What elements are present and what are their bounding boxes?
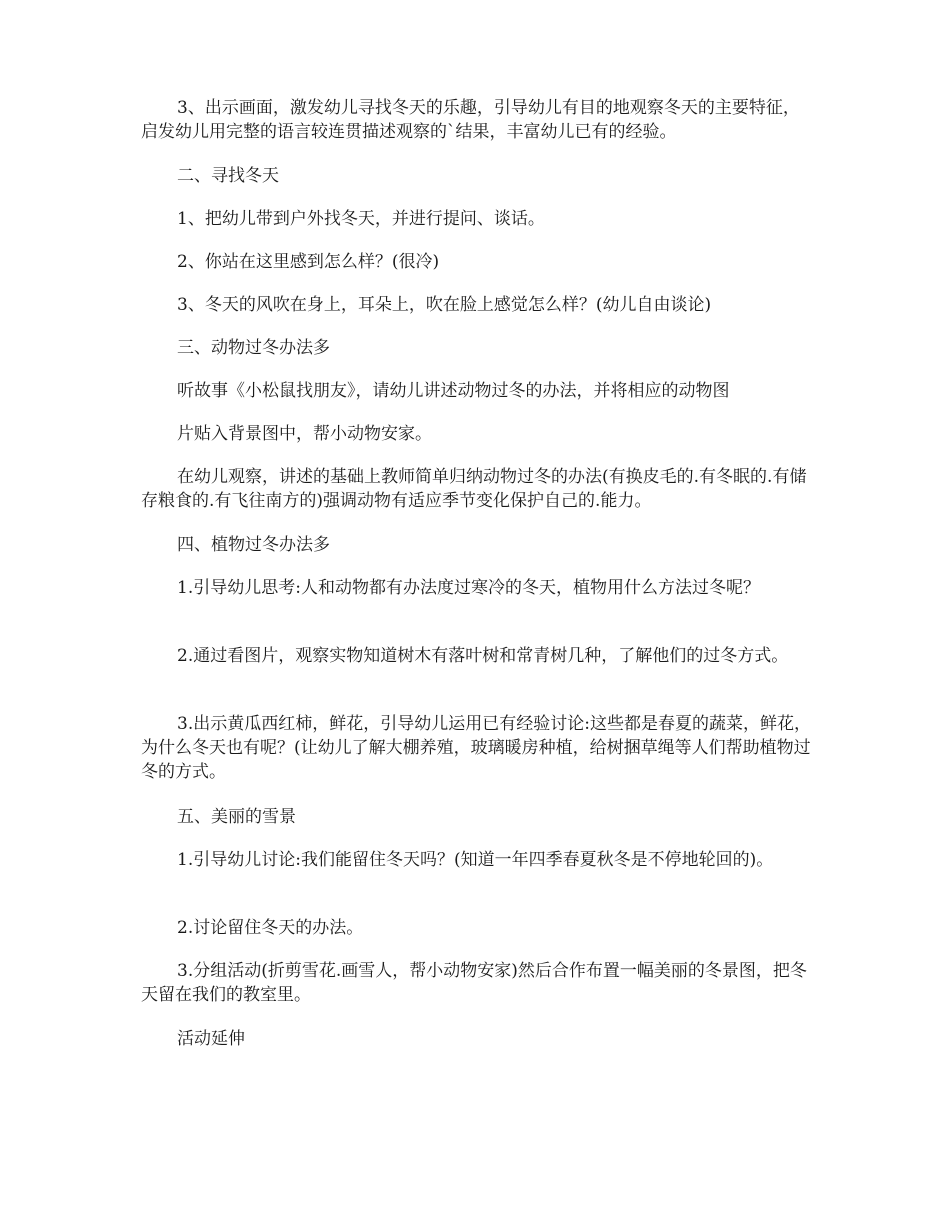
paragraph-snow-1: 1.引导幼儿讨论:我们能留住冬天吗？(知道一年四季春夏秋冬是不停地轮回的)。 — [177, 850, 774, 870]
heading-plants: 四、植物过冬办法多 — [177, 535, 330, 555]
paragraph-plants-2: 2.通过看图片，观察实物知道树木有落叶树和常青树几种，了解他们的过冬方式。 — [177, 646, 789, 666]
paragraph-plants-3: 3.出示黄瓜西红柿，鲜花，引导幼儿运用已有经验讨论:这些都是春夏的蔬菜，鲜花，为什么冬天也有呢？(让幼儿了解大棚养殖，玻璃暖房种植，给树捆草绳等人们帮助植物过冬的方式。 — [141, 714, 811, 782]
heading-find-winter: 二、寻找冬天 — [177, 166, 279, 186]
paragraph-outdoor: 1、把幼儿带到户外找冬天，并进行提问、谈话。 — [177, 209, 545, 229]
paragraph-plants-1: 1.引导幼儿思考:人和动物都有办法度过寒冷的冬天，植物用什么方法过冬呢？ — [177, 578, 760, 598]
paragraph-story: 听故事《小松鼠找朋友》，请幼儿讲述动物过冬的办法，并将相应的动物图 — [177, 381, 730, 401]
paragraph-wind: 3、冬天的风吹在身上，耳朵上，吹在脸上感觉怎么样？(幼儿自由谈论) — [177, 295, 712, 315]
heading-extension: 活动延伸 — [177, 1029, 245, 1049]
paragraph-story-cont: 片贴入背景图中，帮小动物安家。 — [177, 424, 432, 444]
paragraph-how-feel: 2、你站在这里感到怎么样？(很冷) — [177, 252, 440, 272]
heading-animals: 三、动物过冬办法多 — [177, 338, 330, 358]
heading-snow: 五、美丽的雪景 — [177, 807, 296, 827]
paragraph-snow-3: 3.分组活动(折剪雪花.画雪人，帮小动物安家)然后合作布置一幅美丽的冬景图，把冬天留在我们的教室里。 — [141, 961, 807, 1005]
paragraph-observe-winter: 3、出示画面，激发幼儿寻找冬天的乐趣，引导幼儿有目的地观察冬天的主要特征，启发幼儿用完整的语言较连贯描述观察的`结果，丰富幼儿已有的经验。 — [141, 98, 800, 142]
paragraph-snow-2: 2.讨论留住冬天的办法。 — [177, 918, 364, 938]
paragraph-animal-summary: 在幼儿观察，讲述的基础上教师简单归纳动物过冬的办法(有换皮毛的.有冬眠的.有储存粮食的.有飞往南方的)强调动物有适应季节变化保护自己的.能力。 — [141, 467, 807, 511]
